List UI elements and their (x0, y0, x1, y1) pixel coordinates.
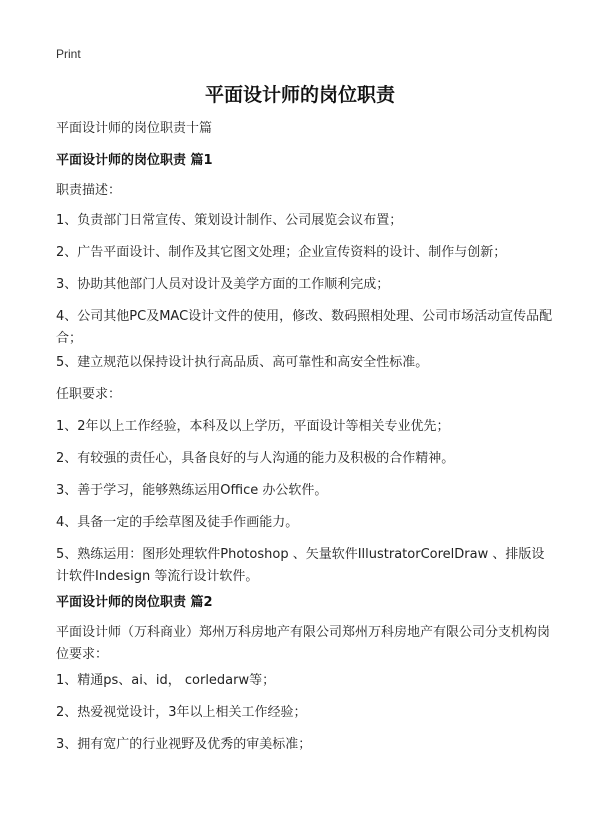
print-label[interactable]: Print (56, 47, 81, 61)
duty-item: 5、建立规范以保持设计执行高品质、高可靠性和高安全性标准。 (56, 355, 429, 370)
requirement-item: 3、善于学习，能够熟练运用Office 办公软件。 (56, 483, 328, 498)
section2-item: 2、热爱视觉设计，3年以上相关工作经验； (56, 705, 307, 720)
requirement-item: 1、2年以上工作经验，本科及以上学历，平面设计等相关专业优先； (56, 419, 450, 434)
document-subtitle: 平面设计师的岗位职责十篇 (56, 121, 213, 136)
section1-heading: 平面设计师的岗位职责 篇1 (56, 153, 213, 168)
requirement-item: 4、具备一定的手绘草图及徒手作画能力。 (56, 515, 299, 530)
duty-item: 4、公司其他PC及MAC设计文件的使用，修改、数码照相处理、公司市场活动宣传品配合； (56, 309, 553, 346)
requirement-item: 5、熟练运用：图形处理软件Photoshop 、矢量软件IllustratorCorelDraw 、排版设计软件Indesign 等流行设计软件。 (56, 547, 545, 584)
requirements-label: 任职要求： (56, 387, 122, 402)
duties-label: 职责描述： (56, 183, 122, 198)
requirement-item: 2、有较强的责任心，具备良好的与人沟通的能力及积极的合作精神。 (56, 451, 455, 466)
duty-item: 3、协助其他部门人员对设计及美学方面的工作顺利完成； (56, 277, 390, 292)
section2-heading: 平面设计师的岗位职责 篇2 (56, 595, 213, 610)
section2-item: 3、拥有宽广的行业视野及优秀的审美标准； (56, 737, 312, 752)
duty-item: 1、负责部门日常宣传、策划设计制作、公司展览会议布置； (56, 213, 403, 228)
section2-item: 1、精通ps、ai、id， corledarw等； (56, 673, 276, 688)
duty-item: 2、广告平面设计、制作及其它图文处理；企业宣传资料的设计、制作与创新； (56, 245, 507, 260)
page-title: 平面设计师的岗位职责 (204, 84, 395, 106)
section2-intro: 平面设计师（万科商业）郑州万科房地产有限公司郑州万科房地产有限公司分支机构岗位要求： (56, 625, 551, 662)
